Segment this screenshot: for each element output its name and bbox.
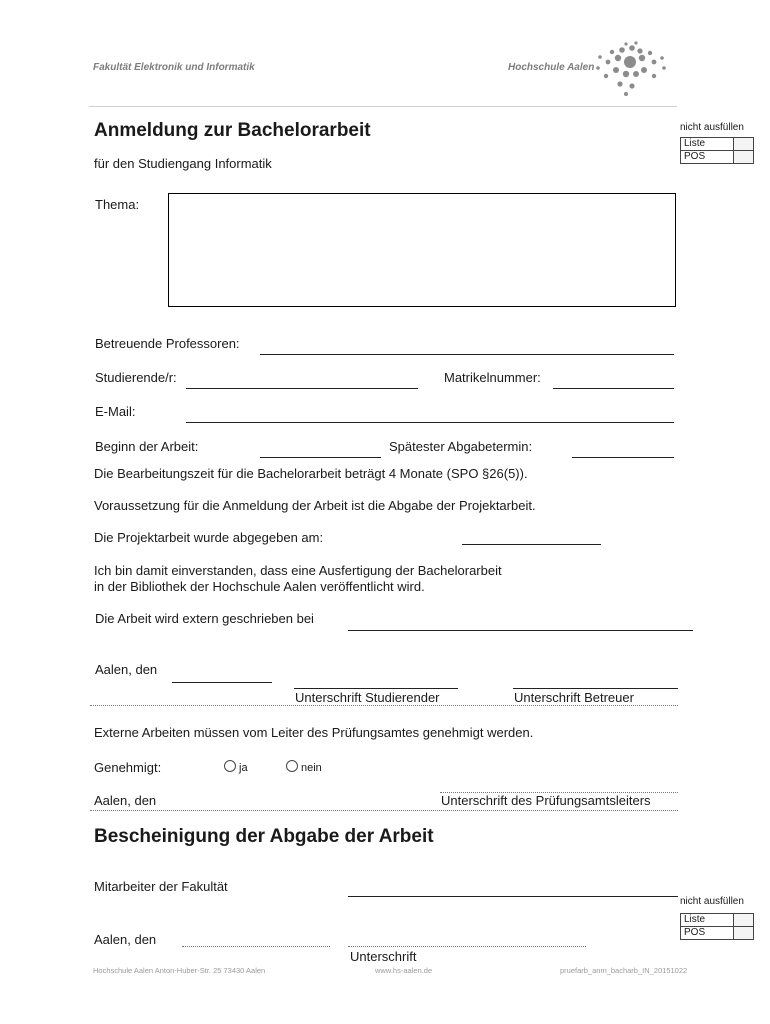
thema-label: Thema: bbox=[95, 197, 140, 212]
studierender-input[interactable] bbox=[186, 388, 418, 389]
professoren-input[interactable] bbox=[260, 354, 674, 355]
footer-website: www.hs-aalen.de bbox=[375, 966, 433, 975]
student-signature-label: Unterschrift Studierender bbox=[295, 690, 440, 705]
mitarbeiter-label: Mitarbeiter der Fakultät bbox=[94, 879, 228, 894]
office-use-cell[interactable] bbox=[734, 151, 754, 164]
advisor-signature-line[interactable] bbox=[513, 688, 678, 689]
page-subtitle: für den Studiengang Informatik bbox=[94, 156, 272, 171]
office-use-cell[interactable] bbox=[734, 914, 754, 927]
section-divider-2 bbox=[90, 810, 678, 811]
student-signature-line[interactable] bbox=[294, 688, 458, 689]
office-use-table bbox=[680, 137, 754, 164]
faculty-name: Fakultät Elektronik und Informatik bbox=[93, 62, 255, 73]
page-title: Anmeldung zur Bachelorarbeit bbox=[94, 120, 371, 141]
office-use-table-bottom bbox=[680, 913, 754, 940]
matrikelnummer-label: Matrikelnummer: bbox=[444, 370, 541, 385]
matrikelnummer-input[interactable] bbox=[553, 388, 674, 389]
abgabetermin-label: Spätester Abgabetermin: bbox=[389, 439, 533, 454]
header-divider bbox=[89, 106, 677, 107]
radio-nein-label: nein bbox=[301, 762, 322, 774]
mitarbeiter-input[interactable] bbox=[348, 896, 678, 897]
radio-nein-icon[interactable] bbox=[286, 760, 298, 772]
beginn-label: Beginn der Arbeit: bbox=[95, 439, 199, 454]
extern-label: Die Arbeit wird extern geschrieben bei bbox=[95, 611, 314, 626]
section2-title: Bescheinigung der Abgabe der Arbeit bbox=[94, 826, 434, 847]
professoren-label: Betreuende Professoren: bbox=[95, 336, 240, 351]
genehmigt-label: Genehmigt: bbox=[94, 760, 162, 775]
bearbeitungszeit-text: Die Bearbeitungszeit für die Bachelorarbeit beträgt 4 Monate (SPO §26(5)). bbox=[94, 466, 528, 481]
projektarbeit-date-input[interactable] bbox=[462, 544, 601, 545]
aalen-den-label-3: Aalen, den bbox=[94, 932, 157, 947]
office-use-row-liste: Liste bbox=[681, 914, 734, 927]
office-use-row-liste: Liste bbox=[681, 138, 734, 151]
mitarbeiter-signature-label: Unterschrift bbox=[350, 949, 417, 964]
extern-input[interactable] bbox=[348, 630, 693, 631]
footer-doc-id: pruefarb_anm_bacharb_IN_20151022 bbox=[560, 966, 688, 975]
pruefungsamt-signature-label: Unterschrift des Prüfungsamtsleiters bbox=[441, 793, 651, 808]
university-name: Hochschule Aalen bbox=[508, 62, 595, 73]
aalen-den-label: Aalen, den bbox=[95, 662, 158, 677]
office-use-cell[interactable] bbox=[734, 927, 754, 940]
office-use-cell[interactable] bbox=[734, 138, 754, 151]
studierender-label: Studierende/r: bbox=[95, 370, 177, 385]
voraussetzung-text: Voraussetzung für die Anmeldung der Arbeit ist die Abgabe der Projektarbeit. bbox=[94, 498, 536, 513]
footer-address: Hochschule Aalen Anton-Huber-Str. 25 73430 Aalen bbox=[93, 966, 266, 975]
abgabetermin-input[interactable] bbox=[572, 457, 674, 458]
radio-nein[interactable] bbox=[286, 760, 322, 774]
einverstanden-text-line1: Ich bin damit einverstanden, dass eine Ausfertigung der Bachelorarbeit bbox=[94, 563, 502, 578]
office-use-label-bottom: nicht ausfüllen bbox=[680, 896, 744, 907]
office-use-row-pos: POS bbox=[681, 927, 734, 940]
radio-ja-icon[interactable] bbox=[224, 760, 236, 772]
section-divider bbox=[90, 705, 678, 706]
email-input[interactable] bbox=[186, 422, 674, 423]
office-use-row-pos: POS bbox=[681, 151, 734, 164]
mitarbeiter-signature-line[interactable] bbox=[348, 946, 586, 947]
radio-ja[interactable] bbox=[224, 760, 248, 774]
externe-arbeiten-text: Externe Arbeiten müssen vom Leiter des Prüfungsamtes genehmigt werden. bbox=[94, 725, 534, 740]
thema-textarea[interactable] bbox=[168, 193, 676, 307]
beginn-input[interactable] bbox=[260, 457, 381, 458]
office-use-label: nicht ausfüllen bbox=[680, 122, 744, 133]
aalen-den-label-2: Aalen, den bbox=[94, 793, 157, 808]
einverstanden-text-line2: in der Bibliothek der Hochschule Aalen veröffentlicht wird. bbox=[94, 579, 425, 594]
email-label: E-Mail: bbox=[95, 404, 136, 419]
aalen-date-input-3[interactable] bbox=[182, 946, 330, 947]
radio-ja-label: ja bbox=[239, 762, 248, 774]
advisor-signature-label: Unterschrift Betreuer bbox=[514, 690, 634, 705]
projektarbeit-label: Die Projektarbeit wurde abgegeben am: bbox=[94, 530, 324, 545]
aalen-date-input[interactable] bbox=[172, 682, 272, 683]
university-logo-icon bbox=[582, 40, 672, 100]
